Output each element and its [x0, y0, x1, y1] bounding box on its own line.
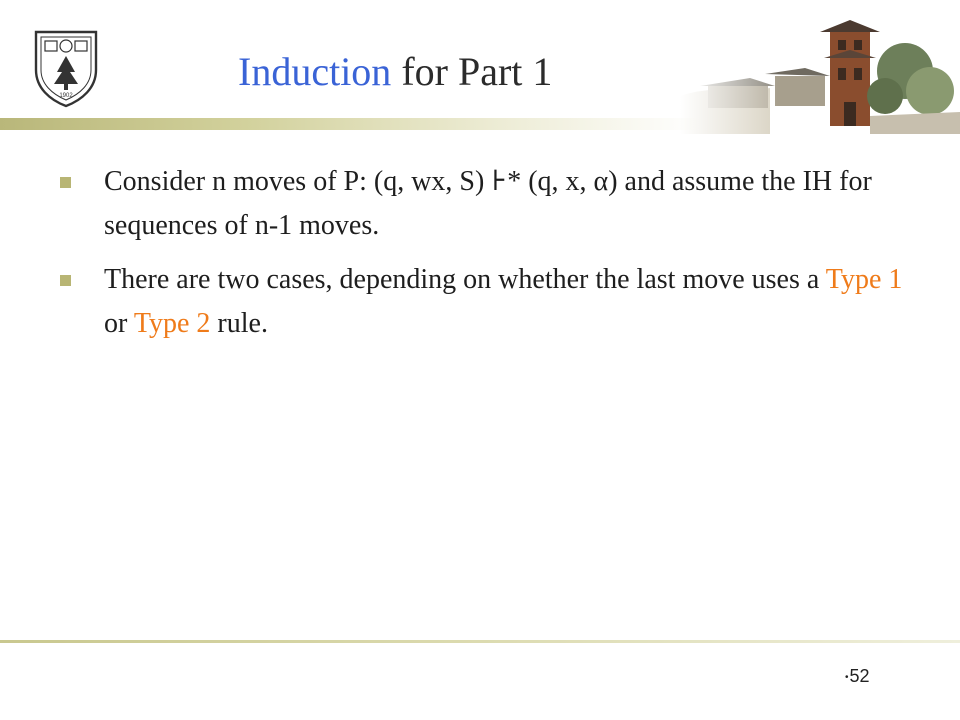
campus-photo	[680, 16, 960, 134]
bullet-list	[60, 160, 920, 356]
bullet-item: Consider n moves of P: (q, wx, S) ⊦* (q, x, α) and assume the IH for sequences of n-1 moves.	[60, 160, 920, 248]
header-rule	[0, 118, 700, 130]
bullet-marker	[60, 275, 71, 286]
title-rest: for Part 1	[391, 49, 553, 94]
slide-title	[238, 48, 552, 96]
type2-emphasis: Type 2	[133, 308, 211, 339]
footer-rule	[0, 640, 960, 643]
turnstile-symbol: ⊦*	[491, 166, 522, 197]
svg-text:1902: 1902	[59, 93, 73, 99]
title-highlight: Induction	[238, 49, 392, 94]
bullet-item: There are two cases, depending on whether the last move uses a Type 1 or Type 2 rule.	[60, 258, 920, 346]
page-marker: •	[845, 671, 849, 683]
type1-emphasis: Type 1	[825, 264, 903, 295]
page-number: •52	[845, 666, 870, 686]
university-logo	[30, 26, 102, 108]
bullet-marker	[60, 177, 71, 188]
